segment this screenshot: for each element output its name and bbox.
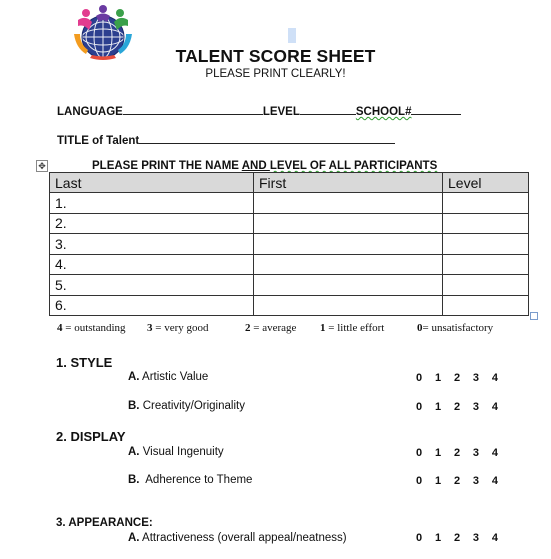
score-option[interactable]: 1 xyxy=(434,372,442,384)
table-resize-handle[interactable] xyxy=(530,312,538,320)
score-option[interactable]: 3 xyxy=(472,532,480,544)
level-cell[interactable] xyxy=(443,193,529,214)
language-line[interactable] xyxy=(123,103,263,115)
first-name-cell[interactable] xyxy=(254,275,443,296)
column-header-last: Last xyxy=(50,173,254,193)
criterion-artistic-value xyxy=(128,371,208,383)
legend-label: = unsatisfactory xyxy=(422,322,494,334)
table-row xyxy=(50,295,529,316)
score-option[interactable]: 1 xyxy=(434,447,442,459)
level-label: LEVEL xyxy=(262,106,300,118)
table-row xyxy=(50,275,529,296)
score-scale[interactable] xyxy=(416,401,498,413)
score-option[interactable]: 1 xyxy=(434,401,442,413)
score-scale[interactable] xyxy=(416,532,498,544)
criterion-label: Attractiveness (overall appeal/neatness) xyxy=(139,532,347,544)
row-number-cell[interactable]: 6. xyxy=(50,295,254,316)
criterion-label: Adherence to Theme xyxy=(139,474,253,486)
language-field[interactable] xyxy=(57,103,461,118)
row-number-cell[interactable]: 2. xyxy=(50,213,254,234)
score-scale[interactable] xyxy=(416,372,498,384)
score-option[interactable]: 3 xyxy=(472,372,480,384)
table-row xyxy=(50,213,529,234)
criterion-letter: B. xyxy=(128,474,140,486)
score-scale[interactable] xyxy=(416,475,498,487)
score-option[interactable]: 2 xyxy=(453,532,461,544)
score-option[interactable]: 3 xyxy=(472,447,480,459)
legend-label: = very good xyxy=(152,322,209,334)
table-row xyxy=(50,254,529,275)
title-label: TITLE of Talent xyxy=(57,135,140,147)
criterion-creativity xyxy=(128,400,245,412)
criterion-label: Creativity/Originality xyxy=(139,400,245,412)
score-option[interactable]: 3 xyxy=(472,401,480,413)
score-option[interactable]: 1 xyxy=(434,475,442,487)
criterion-letter: A. xyxy=(128,532,140,544)
legend-label: = outstanding xyxy=(62,322,126,334)
score-option[interactable]: 4 xyxy=(491,475,498,487)
score-option[interactable]: 4 xyxy=(491,447,498,459)
legend-label: = little effort xyxy=(325,322,385,334)
first-name-cell[interactable] xyxy=(254,295,443,316)
level-line[interactable] xyxy=(300,103,356,115)
table-header-row xyxy=(50,173,529,193)
criterion-label: Artistic Value xyxy=(139,371,209,383)
first-name-cell[interactable] xyxy=(254,213,443,234)
score-option[interactable]: 3 xyxy=(472,475,480,487)
first-name-cell[interactable] xyxy=(254,234,443,255)
school-label: SCHOOL# xyxy=(355,106,412,118)
criterion-attractiveness xyxy=(128,532,347,544)
criterion-letter: B. xyxy=(128,400,140,412)
level-cell[interactable] xyxy=(443,234,529,255)
legend-value: 3 xyxy=(147,322,153,334)
legend-item xyxy=(417,322,493,334)
instructions-part-1: PLEASE PRINT THE NAME xyxy=(92,160,242,172)
row-number-cell[interactable]: 4. xyxy=(50,254,254,275)
instructions-part-3: LEVEL OF ALL PARTICIPANTS xyxy=(269,160,438,172)
row-number-cell[interactable]: 5. xyxy=(50,275,254,296)
legend-value: 0 xyxy=(417,322,423,334)
first-name-cell[interactable] xyxy=(254,254,443,275)
column-header-level: Level xyxy=(443,173,529,193)
text-cursor-highlight xyxy=(288,28,296,43)
score-option[interactable]: 0 xyxy=(416,475,423,487)
score-option[interactable]: 1 xyxy=(434,532,442,544)
score-option[interactable]: 4 xyxy=(491,401,498,413)
section-title-appearance: 3. APPEARANCE: xyxy=(56,517,153,529)
table-row xyxy=(50,234,529,255)
score-option[interactable]: 0 xyxy=(416,372,423,384)
table-move-handle-icon[interactable]: ✥ xyxy=(36,160,48,172)
criterion-letter: A. xyxy=(128,446,140,458)
score-option[interactable]: 4 xyxy=(491,372,498,384)
participants-table xyxy=(49,172,529,316)
table-row xyxy=(50,193,529,214)
page-title: TALENT SCORE SHEET xyxy=(175,46,376,66)
legend-value: 2 xyxy=(245,322,251,334)
criterion-adherence-to-theme xyxy=(128,474,252,486)
score-option[interactable]: 2 xyxy=(453,475,461,487)
language-label: LANGUAGE xyxy=(57,106,123,118)
score-scale[interactable] xyxy=(416,447,498,459)
page-subtitle: PLEASE PRINT CLEARLY! xyxy=(205,68,346,80)
legend-item xyxy=(147,322,209,334)
column-header-first: First xyxy=(254,173,443,193)
legend-value: 1 xyxy=(320,322,326,334)
roster-instructions xyxy=(92,160,437,172)
section-title-style: 1. STYLE xyxy=(56,355,113,370)
level-cell[interactable] xyxy=(443,295,529,316)
criterion-label: Visual Ingenuity xyxy=(139,446,224,458)
score-option[interactable]: 0 xyxy=(416,447,423,459)
score-option[interactable]: 2 xyxy=(453,372,461,384)
score-option[interactable]: 0 xyxy=(416,401,423,413)
criterion-visual-ingenuity xyxy=(128,446,224,458)
level-cell[interactable] xyxy=(443,213,529,234)
level-cell[interactable] xyxy=(443,275,529,296)
section-title-display: 2. DISPLAY xyxy=(56,429,126,444)
legend-value: 4 xyxy=(57,322,63,334)
score-option[interactable]: 0 xyxy=(416,532,423,544)
legend-item xyxy=(245,322,296,334)
legend-item xyxy=(57,322,126,334)
legend-item xyxy=(320,322,384,334)
first-name-cell[interactable] xyxy=(254,193,443,214)
instructions-part-2: AND xyxy=(241,160,270,172)
score-option[interactable]: 4 xyxy=(491,532,498,544)
school-line[interactable] xyxy=(411,103,461,115)
title-line[interactable] xyxy=(139,132,395,144)
row-number-cell[interactable]: 3. xyxy=(50,234,254,255)
score-option[interactable]: 2 xyxy=(453,401,461,413)
legend-label: = average xyxy=(250,322,297,334)
row-number-cell[interactable]: 1. xyxy=(50,193,254,214)
score-option[interactable]: 2 xyxy=(453,447,461,459)
title-field[interactable] xyxy=(57,132,395,147)
criterion-letter: A. xyxy=(128,371,140,383)
level-cell[interactable] xyxy=(443,254,529,275)
